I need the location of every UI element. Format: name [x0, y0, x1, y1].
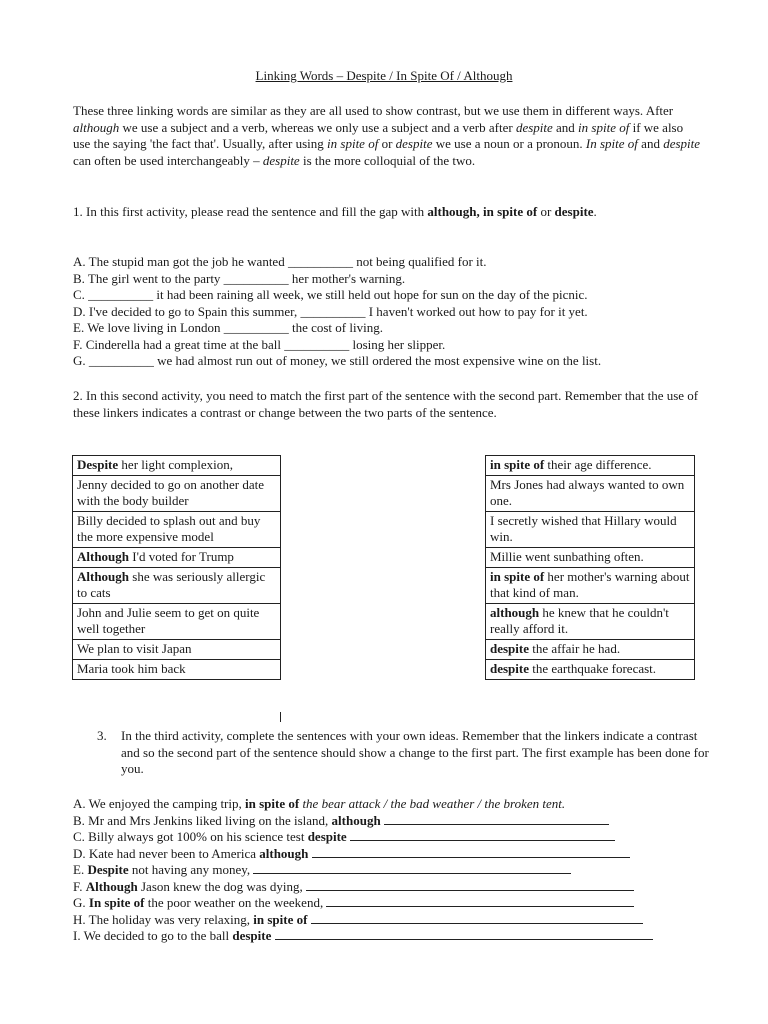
- answer-blank[interactable]: [306, 879, 634, 891]
- match-cell: [73, 476, 281, 512]
- item-text: H. The holiday was very relaxing,: [73, 911, 254, 927]
- cell-linker: despite: [490, 661, 529, 676]
- item-linker: in spite of: [253, 911, 308, 927]
- item-linker: despite: [232, 928, 272, 943]
- page-title: Linking Words – Despite / In Spite Of / Although: [255, 68, 513, 83]
- activity3-item: [73, 928, 713, 945]
- list-number: 3.: [97, 728, 107, 743]
- table-row: [73, 640, 281, 660]
- match-cell: [486, 512, 695, 548]
- cell-text: the earthquake forecast.: [529, 661, 657, 676]
- cell-linker: Although: [77, 549, 130, 564]
- item-text: A. We enjoyed the camping trip,: [73, 796, 246, 811]
- table-row: [486, 548, 695, 568]
- match-cell: [73, 660, 281, 680]
- intro-italic: although: [73, 119, 120, 135]
- intro-text: can often be used interchangeably –: [73, 152, 263, 168]
- match-cell: [73, 604, 281, 640]
- answer-blank[interactable]: [253, 862, 571, 874]
- answer-blank[interactable]: [311, 912, 643, 924]
- activity3-item: [73, 895, 713, 912]
- intro-text: if we also use the saying 'the fact that'. Usually, after using: [73, 119, 684, 151]
- intro-italic: despite: [395, 136, 433, 151]
- table-row: [486, 476, 695, 512]
- item-linker: Although: [85, 878, 138, 894]
- item-text: F.: [73, 878, 86, 894]
- answer-blank[interactable]: [312, 846, 630, 858]
- intro-italic: despite: [262, 152, 300, 168]
- cell-linker: Despite: [77, 457, 119, 472]
- item-text: C. Billy always got 100% on his science test: [73, 829, 308, 844]
- cell-text: Maria took him back: [77, 661, 186, 676]
- intro-italic: in spite of: [327, 136, 379, 151]
- table-row: [73, 604, 281, 640]
- cell-linker: despite: [490, 641, 529, 656]
- answer-blank[interactable]: [350, 829, 615, 841]
- cell-text: Billy decided to splash out and buy the more expensive model: [77, 513, 261, 544]
- item-text: I. We decided to go to the ball: [73, 928, 233, 943]
- intro-italic: despite: [515, 119, 553, 135]
- table-row: [73, 476, 281, 512]
- activity1-item: D. I've decided to go to Spain this summer, __________ I haven't worked out how to pay for it yet.: [73, 303, 588, 319]
- item-text: B. Mr and Mrs Jenkins liked living on the island,: [73, 812, 332, 828]
- match-cell: [486, 568, 695, 604]
- cell-linker: in spite of: [490, 569, 545, 584]
- cell-text: John and Julie seem to get on quite well together: [77, 605, 260, 636]
- activity3-list: [73, 796, 713, 945]
- answer-blank[interactable]: [275, 928, 653, 940]
- cell-text: the affair he had.: [529, 641, 621, 656]
- cell-text: Mrs Jones had always wanted to own one.: [490, 477, 685, 508]
- table-row: [486, 512, 695, 548]
- cell-text: Jenny decided to go on another date with the body builder: [77, 477, 264, 508]
- instruction-text: 1. In this first activity, please read the sentence and fill the gap with: [73, 204, 428, 219]
- cell-linker: Although: [77, 569, 130, 584]
- cell-text: I secretly wished that Hillary would win.: [490, 513, 677, 544]
- item-text: D. Kate had never been to America: [73, 845, 260, 861]
- cell-text: her light complexion,: [118, 457, 233, 472]
- match-cell: [486, 660, 695, 680]
- cell-text: he knew that he couldn't really afford it.: [490, 605, 669, 636]
- match-cell: [73, 568, 281, 604]
- activity3-item: [73, 829, 713, 846]
- activity3-item: [73, 846, 713, 863]
- item-linker: although: [331, 812, 381, 828]
- table-row: [486, 604, 695, 640]
- item-linker: although: [259, 845, 309, 861]
- item-linker: Despite: [87, 862, 129, 877]
- intro-text: we use a noun or a pronoun.: [432, 136, 586, 151]
- instruction-text: or: [537, 204, 555, 219]
- match-cell: [73, 548, 281, 568]
- item-text: not having any money,: [128, 862, 254, 877]
- activity1-instructions: [73, 204, 701, 221]
- instruction-text: .: [593, 204, 597, 219]
- cell-text: I'd voted for Trump: [129, 549, 234, 564]
- cell-linker: in spite of: [490, 457, 545, 472]
- item-linker: in spite of: [245, 796, 300, 811]
- match-cell: [73, 512, 281, 548]
- activity1-item: G. __________ we had almost run out of money, we still ordered the most expensive wine on the list.: [73, 353, 602, 368]
- linker-although: although: [427, 204, 477, 219]
- table-row: [486, 640, 695, 660]
- match-cell: [73, 640, 281, 660]
- activity3-item: [73, 796, 713, 813]
- table-row: [73, 660, 281, 680]
- item-linker: despite: [307, 829, 347, 844]
- cell-text: she was seriously allergic to cats: [77, 569, 266, 600]
- intro-italic: in spite of: [578, 119, 630, 135]
- linker-despite: despite: [554, 204, 594, 219]
- cell-text: her mother's warning about that kind of man.: [490, 569, 690, 600]
- match-cell: [486, 456, 695, 476]
- intro-italic: despite: [663, 136, 701, 151]
- item-linker: In spite of: [88, 895, 145, 910]
- match-cell: [486, 548, 695, 568]
- answer-blank[interactable]: [326, 895, 634, 907]
- activity3-item: [73, 912, 713, 929]
- item-text: E.: [73, 862, 88, 877]
- intro-text: or: [378, 136, 396, 151]
- match-cell: [486, 640, 695, 660]
- activity2-instructions: 2. In this second activity, you need to match the first part of the sentence with the second part. Remember that the use of these linkers indicates a contrast or change between the two parts of the sentence.: [73, 388, 699, 420]
- answer-blank[interactable]: [384, 813, 609, 825]
- instruction-text: In the third activity, complete the sentences with your own ideas. Remember that the linkers indicate a contrast and so the second part of the sentence should show a change to the first part. The first example has been done for you.: [121, 728, 709, 776]
- match-cell: [73, 456, 281, 476]
- instruction-separator: ,: [476, 204, 484, 219]
- activity1-item: A. The stupid man got the job he wanted __________ not being qualified for it.: [73, 254, 487, 269]
- item-text: Jason knew the dog was dying,: [137, 878, 306, 894]
- activity1-item: E. We love living in London __________ the cost of living.: [73, 320, 383, 335]
- activity1-item: F. Cinderella had a great time at the ball __________ losing her slipper.: [73, 336, 446, 352]
- match-table-left: [72, 455, 281, 680]
- intro-text: and: [552, 119, 579, 135]
- intro-text: These three linking words are similar as they are all used to show contrast, but we use them in different ways. After: [73, 103, 674, 118]
- intro-text: we use a subject and a verb, whereas we only use a subject and a verb after: [119, 119, 516, 135]
- linker-in-spite-of: in spite of: [483, 204, 538, 219]
- table-row: [73, 568, 281, 604]
- table-row: [486, 660, 695, 680]
- table-row: [73, 548, 281, 568]
- activity3-item: [73, 862, 713, 879]
- match-cell: [486, 476, 695, 512]
- cell-linker: although: [490, 605, 540, 620]
- cell-text: We plan to visit Japan: [77, 641, 192, 656]
- activity1-list: [73, 254, 713, 370]
- activity1-item: C. __________ it had been raining all week, we still held out hope for sun on the day of the picnic.: [73, 287, 588, 302]
- item-text: the poor weather on the weekend,: [144, 895, 327, 910]
- intro-paragraph: [73, 103, 701, 169]
- table-row: [486, 568, 695, 604]
- table-row: [486, 456, 695, 476]
- intro-text: and: [637, 136, 664, 151]
- match-cell: [486, 604, 695, 640]
- activity3-item: [73, 813, 713, 830]
- cell-text: Millie went sunbathing often.: [490, 549, 644, 564]
- intro-italic: In spite of: [585, 136, 638, 151]
- activity1-item: B. The girl went to the party __________ her mother's warning.: [73, 270, 406, 286]
- table-row: [73, 456, 281, 476]
- activity3-item: [73, 879, 713, 896]
- item-example: the bear attack / the bad weather / the broken tent.: [299, 796, 566, 811]
- match-table-right: [485, 455, 695, 680]
- item-text: G.: [73, 895, 89, 910]
- table-divider-line: [280, 712, 281, 722]
- cell-text: their age difference.: [544, 457, 652, 472]
- table-row: [73, 512, 281, 548]
- intro-text: is the more colloquial of the two.: [299, 152, 476, 168]
